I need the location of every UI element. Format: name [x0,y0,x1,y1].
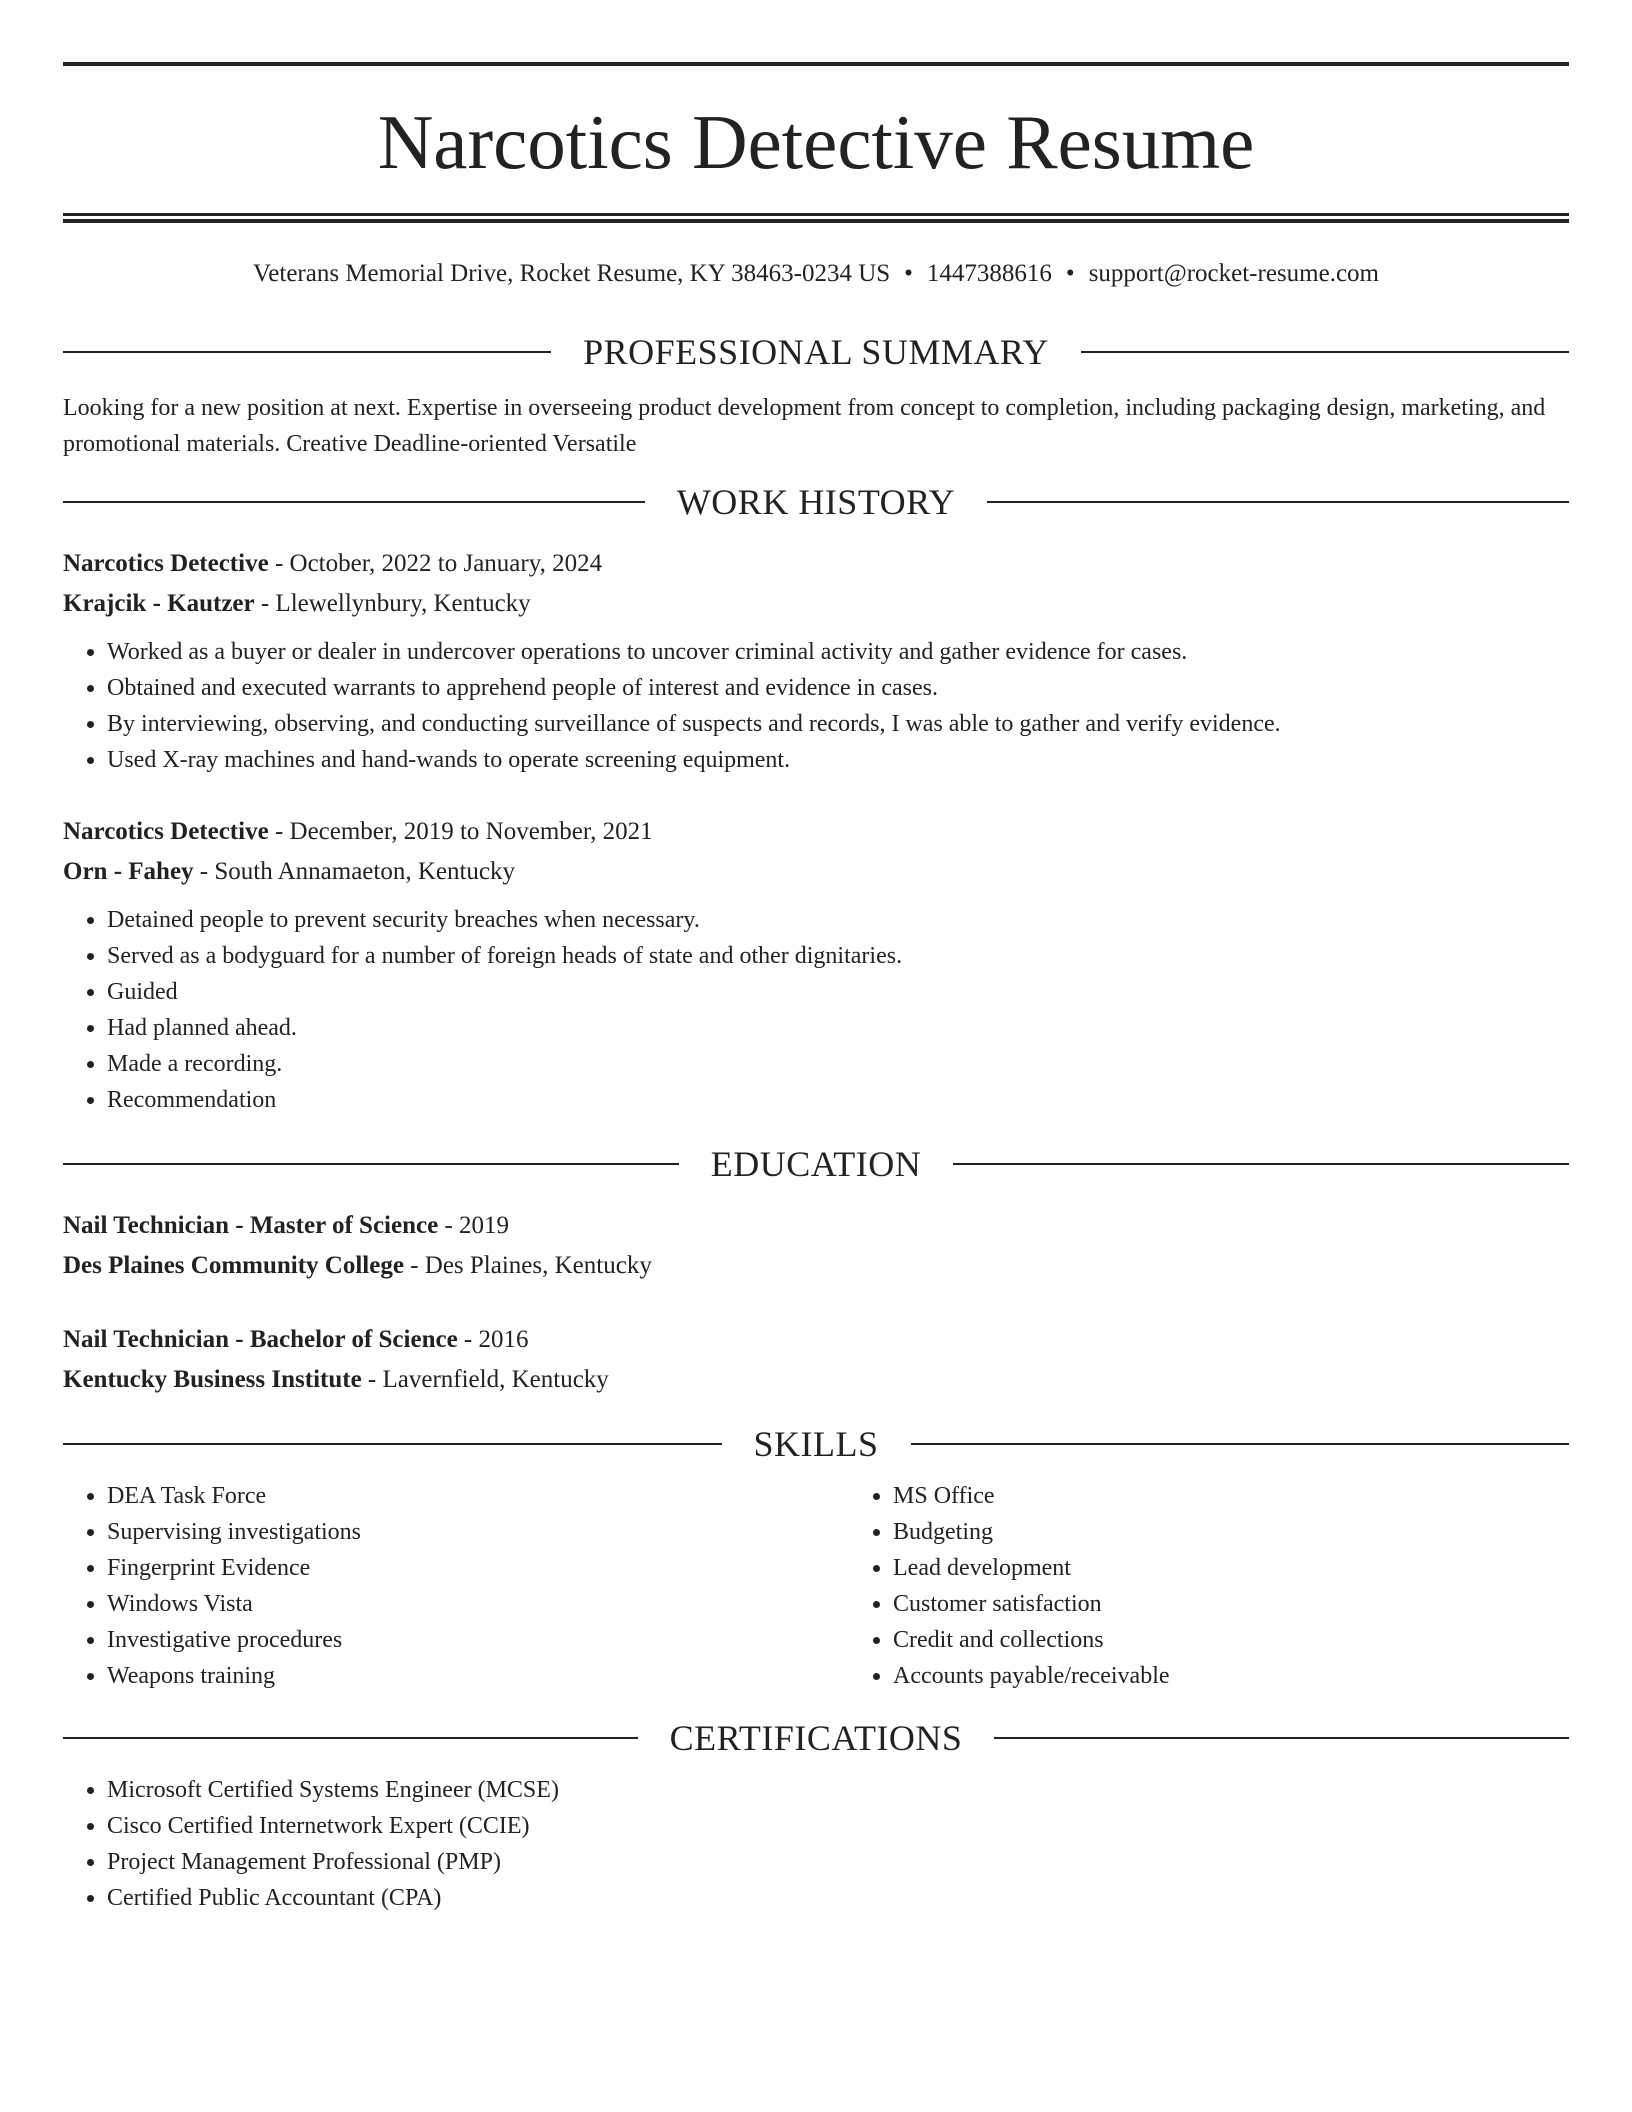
section-rule [63,1163,679,1165]
job-role: Narcotics Detective [63,818,269,845]
section-header-work [63,480,1569,524]
job-title-line [63,812,1569,852]
degree-line [63,1206,1569,1246]
contact-phone: 1447388616 [926,260,1052,287]
section-title: PROFESSIONAL SUMMARY [583,332,1049,372]
school-location: - Des Plaines, Kentucky [403,1252,652,1279]
school-line [63,1360,1569,1400]
section-rule [63,501,645,503]
list-item: • Detained people to prevent security breaches when necessary. [107,902,1569,938]
education-entry [63,1206,1569,1286]
section-header-certifications [63,1716,1569,1760]
page-title: Narcotics Detective Resume [377,99,1255,185]
list-item: • Accounts payable/receivable [893,1658,1170,1694]
list-item: • Fingerprint Evidence [107,1550,849,1586]
job-company: Krajcik - Kautzer [63,590,255,617]
list-item: • Obtained and executed warrants to apprehend people of interest and evidence in cases. [107,670,1569,706]
list-item: • Budgeting [893,1514,1170,1550]
section-rule [953,1163,1569,1165]
list-item: • MS Office [893,1478,1170,1514]
contact-address: Veterans Memorial Drive, Rocket Resume, KY 38463-0234 US [253,260,891,287]
list-item: • Worked as a buyer or dealer in undercover operations to uncover criminal activity and gather evidence for cases. [107,634,1569,670]
section-rule [63,351,551,353]
job-bullets [63,902,1569,1118]
list-item: • Made a recording. [107,1046,1569,1082]
degree-name: Nail Technician - Bachelor of Science [63,1326,458,1353]
list-item: • Guided [107,974,1569,1010]
list-item: • Supervising investigations [107,1514,849,1550]
section-title: CERTIFICATIONS [669,1718,963,1758]
list-item: • Customer satisfaction [893,1586,1170,1622]
section-header-skills [63,1422,1569,1466]
list-item: • Weapons training [107,1658,849,1694]
list-item: • Used X-ray machines and hand-wands to operate screening equipment. [107,742,1569,778]
contact-separator: • [904,260,913,287]
work-entry [63,544,1569,778]
list-item: • DEA Task Force [107,1478,849,1514]
contact-email: support@rocket-resume.com [1088,260,1379,287]
skills-right-list [849,1478,1170,1694]
job-dates: - October, 2022 to January, 2024 [268,550,603,577]
section-title: EDUCATION [710,1144,922,1184]
school-location: - Lavernfield, Kentucky [361,1366,609,1393]
job-role: Narcotics Detective [63,550,269,577]
list-item: • Credit and collections [893,1622,1170,1658]
school-line [63,1246,1569,1286]
section-title: SKILLS [753,1424,879,1464]
section-rule [63,1737,638,1739]
education-entry [63,1320,1569,1400]
section-rule [63,1443,722,1445]
section-rule [994,1737,1569,1739]
job-company: Orn - Fahey [63,858,194,885]
section-rule [987,501,1569,503]
school-name: Des Plaines Community College [63,1252,404,1279]
job-location: - South Annamaeton, Kentucky [193,858,516,885]
section-title: WORK HISTORY [676,482,956,522]
top-rule [63,62,1569,66]
degree-year: - 2019 [438,1212,510,1239]
list-item: • Lead development [893,1550,1170,1586]
list-item: • Cisco Certified Internetwork Expert (CCIE) [107,1808,1569,1844]
job-bullets [63,634,1569,778]
degree-line [63,1320,1569,1360]
job-company-line [63,584,1569,624]
list-item: • Certified Public Accountant (CPA) [107,1880,1569,1916]
list-item: • Recommendation [107,1082,1569,1118]
job-title-line [63,544,1569,584]
list-item: • Project Management Professional (PMP) [107,1844,1569,1880]
skills-columns [63,1478,1569,1694]
degree-name: Nail Technician - Master of Science [63,1212,439,1239]
section-rule [1081,351,1569,353]
section-rule [911,1443,1570,1445]
job-location: - Llewellynbury, Kentucky [254,590,531,617]
list-item: • Windows Vista [107,1586,849,1622]
title-double-rule [63,213,1569,223]
list-item: • Microsoft Certified Systems Engineer (MCSE) [107,1772,1569,1808]
skills-left-list [63,1478,849,1694]
list-item: • By interviewing, observing, and conducting surveillance of suspects and records, I was able to gather and verify evidence. [107,706,1569,742]
contact-separator: • [1065,260,1075,287]
contact-line [63,258,1569,290]
summary-text: Looking for a new position at next. Expertise in overseeing product development from concept to completion, including packaging design, marketing, and promotional materials. Creative Deadline-oriented Versatile [63,395,1546,457]
list-item: • Had planned ahead. [107,1010,1569,1046]
job-company-line [63,852,1569,892]
degree-year: - 2016 [457,1326,529,1353]
work-entry [63,812,1569,1118]
school-name: Kentucky Business Institute [63,1366,362,1393]
section-header-education [63,1142,1569,1186]
section-header-summary [63,330,1569,374]
certifications-list [63,1772,1569,1916]
job-dates: - December, 2019 to November, 2021 [268,818,653,845]
list-item: • Investigative procedures [107,1622,849,1658]
list-item: • Served as a bodyguard for a number of foreign heads of state and other dignitaries. [107,938,1569,974]
